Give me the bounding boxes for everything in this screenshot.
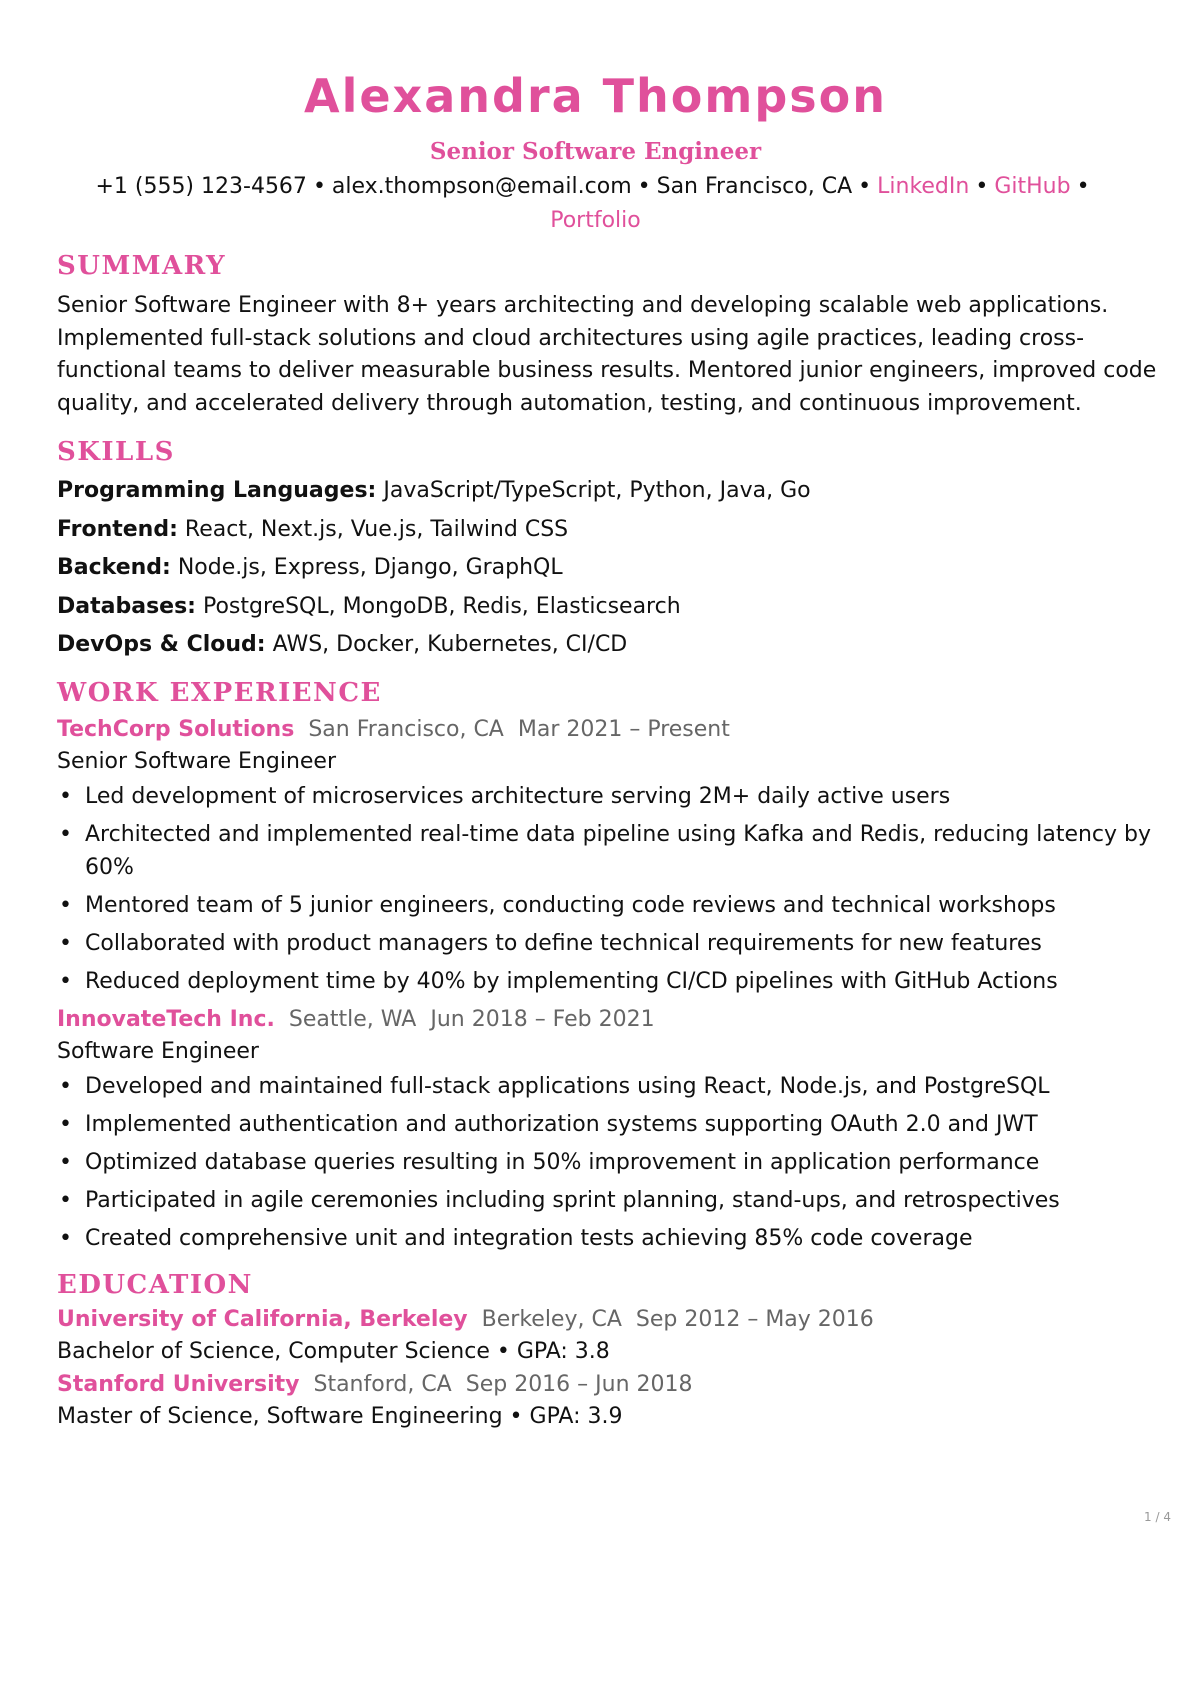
school-name: University of California, Berkeley [57,1306,468,1332]
skill-category: Programming Languages: [57,478,377,503]
job-entry [57,1003,1167,1255]
list-item: • Architected and implemented real-time data pipeline using Kafka and Redis, reducing latency by 60% [57,818,1167,884]
education-entry [57,1368,1167,1433]
list-item: • Created comprehensive unit and integration tests achieving 85% code coverage [57,1222,1167,1255]
job-entry [57,713,1167,998]
job-location: Seattle, WA [288,1006,417,1032]
skill-category: Databases: [57,593,196,619]
skills-heading: SKILLS [57,437,175,467]
list-item: • Collaborated with product managers to define technical requirements for new features [57,927,1167,960]
skill-values: JavaScript/TypeScript, Python, Java, Go [383,478,811,503]
skill-row [57,511,1167,550]
school-dates: Sep 2012 – May 2016 [635,1306,874,1332]
separator: • [975,174,989,199]
experience-section [57,675,1167,1255]
job-role: Senior Software Engineer [57,748,337,774]
list-item: • Developed and maintained full-stack applications using React, Node.js, and PostgreSQL [57,1070,1167,1103]
resume-header [0,66,1191,238]
separator: • [312,174,326,199]
skills-section [57,434,1167,665]
company-name: TechCorp Solutions [57,716,295,742]
education-entry [57,1303,1167,1368]
contact-line [66,170,1126,238]
skill-values: Node.js, Express, Django, GraphQL [177,555,563,580]
list-item: • Mentored team of 5 junior engineers, conducting code reviews and technical workshops [57,889,1167,922]
school-header [57,1303,1167,1336]
job-dates: Jun 2018 – Feb 2021 [430,1006,655,1032]
job-header [57,1003,1167,1036]
job-role: Software Engineer [57,1038,259,1064]
list-item: • Led development of microservices architecture serving 2M+ daily active users [57,780,1167,813]
education-section [57,1267,1167,1433]
job-location: San Francisco, CA [308,716,504,742]
school-name: Stanford University [57,1371,300,1397]
summary-text: Senior Software Engineer with 8+ years architecting and developing scalable web applications. Implemented full-stack solutions and cloud architectures using agile practices, leading cross-functional teams to deliver measurable business results. Mentored junior engineers, improved code quality, and accelerated delivery through automation, testing, and continuous improvement. [57,293,1157,416]
company-name: InnovateTech Inc. [57,1006,275,1032]
school-header [57,1368,1167,1401]
summary-section [57,248,1167,420]
school-location: Berkeley, CA [481,1306,622,1332]
skill-row [57,472,1167,511]
list-item: • Participated in agile ceremonies including sprint planning, stand-ups, and retrospectives [57,1184,1167,1217]
linkedin-link[interactable]: LinkedIn [877,174,970,199]
degree: Master of Science, Software Engineering • GPA: 3.9 [57,1403,623,1429]
job-header [57,713,1167,746]
summary-heading: SUMMARY [57,251,227,281]
skill-category: Frontend: [57,516,178,542]
job-bullets [57,780,1167,998]
skill-values: PostgreSQL, MongoDB, Redis, Elasticsearch [202,593,681,619]
separator: • [637,174,651,199]
skill-category: DevOps & Cloud: [57,632,266,657]
skill-row [57,626,1167,665]
candidate-title: Senior Software Engineer [429,138,762,165]
job-bullets [57,1070,1167,1255]
portfolio-link[interactable]: Portfolio [550,208,641,233]
school-dates: Sep 2016 – Jun 2018 [465,1371,693,1397]
skills-list [57,472,1167,665]
resume-body [57,248,1167,1433]
list-item: • Optimized database queries resulting in 50% improvement in application performance [57,1146,1167,1179]
candidate-name: Alexandra Thompson [303,69,887,123]
list-item: • Reduced deployment time by 40% by implementing CI/CD pipelines with GitHub Actions [57,965,1167,998]
list-item: • Implemented authentication and authorization systems supporting OAuth 2.0 and JWT [57,1108,1167,1141]
page-indicator: 1 / 4 [1144,1510,1171,1524]
separator: • [1076,174,1090,199]
location: San Francisco, CA [656,174,853,199]
phone: +1 (555) 123-4567 [95,174,307,199]
github-link[interactable]: GitHub [994,174,1071,199]
job-dates: Mar 2021 – Present [517,716,730,742]
email: alex.thompson@email.com [331,174,632,199]
skill-category: Backend: [57,555,171,580]
skill-values: React, Next.js, Vue.js, Tailwind CSS [184,516,569,542]
separator: • [858,174,872,199]
education-heading: EDUCATION [57,1269,253,1300]
skill-row [57,588,1167,627]
skill-row [57,549,1167,588]
experience-heading: WORK EXPERIENCE [57,677,382,708]
school-location: Stanford, CA [313,1371,452,1397]
degree: Bachelor of Science, Computer Science • GPA: 3.8 [57,1338,610,1364]
skill-values: AWS, Docker, Kubernetes, CI/CD [272,632,628,657]
